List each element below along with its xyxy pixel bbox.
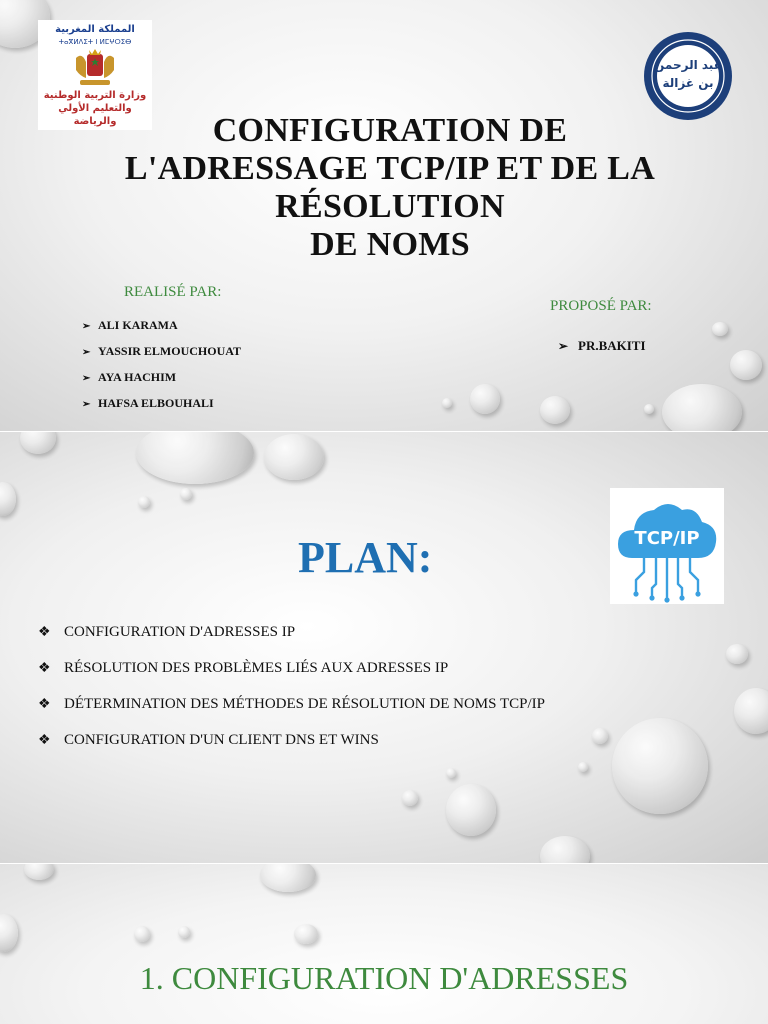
water-drop bbox=[264, 434, 324, 480]
list-item bbox=[38, 618, 545, 654]
water-drop bbox=[402, 790, 418, 806]
list-item bbox=[82, 342, 241, 368]
author-list bbox=[82, 316, 241, 420]
water-drop bbox=[578, 762, 588, 772]
water-drop bbox=[0, 482, 16, 516]
kingdom-name-tifinagh: ⵜⴰⴳⵍⴷⵉⵜ ⵏ ⵍⵎⵖⵔⵉⴱ bbox=[58, 38, 132, 46]
school-name-line: بن غزالة bbox=[662, 76, 714, 90]
water-drop bbox=[612, 718, 708, 814]
plan-item-label: CONFIGURATION D'UN CLIENT DNS ET WINS bbox=[64, 732, 379, 748]
water-drop bbox=[734, 688, 768, 734]
water-drop bbox=[134, 926, 150, 942]
water-drop bbox=[540, 396, 570, 424]
tcp-ip-logo-text: TCP/IP bbox=[634, 528, 700, 549]
water-drop bbox=[260, 864, 316, 892]
kingdom-name-arabic: المملكة المغربية bbox=[55, 24, 135, 35]
author-name: YASSIR ELMOUCHOUAT bbox=[98, 344, 242, 358]
water-drop bbox=[442, 398, 452, 408]
list-item bbox=[38, 654, 545, 690]
author-name: ALI KARAMA bbox=[98, 318, 178, 332]
school-name-line: عبد الرحمن bbox=[654, 58, 722, 72]
water-drop bbox=[20, 432, 56, 454]
title-line: DE NOMS bbox=[310, 226, 470, 263]
water-drop bbox=[178, 926, 190, 938]
water-drop bbox=[470, 384, 500, 414]
water-drop bbox=[138, 496, 150, 508]
school-logo bbox=[634, 30, 742, 122]
title-line: CONFIGURATION DE bbox=[212, 112, 568, 149]
water-drop bbox=[730, 350, 762, 380]
propose-par-label: PROPOSÉ PAR: bbox=[550, 298, 652, 314]
diamond-bullet-icon: ❖ bbox=[38, 733, 51, 748]
author-name: HAFSA ELBOUHALI bbox=[98, 396, 214, 410]
water-drop bbox=[644, 404, 654, 414]
slide-title bbox=[70, 112, 710, 264]
ministry-name-line: وزارة التربية الوطنية bbox=[43, 90, 147, 101]
water-drop bbox=[712, 322, 728, 336]
tcp-ip-logo bbox=[610, 488, 724, 604]
section-slide bbox=[0, 864, 768, 1024]
arrow-bullet-icon: ➢ bbox=[82, 399, 91, 410]
list-item bbox=[38, 726, 545, 762]
title-line: RÉSOLUTION bbox=[275, 188, 505, 225]
coat-of-arms-icon bbox=[72, 48, 118, 88]
ministry-name-line: والرياضة bbox=[73, 116, 117, 127]
plan-item-label: CONFIGURATION D'ADRESSES IP bbox=[64, 624, 296, 640]
list-item bbox=[82, 394, 241, 420]
water-drop bbox=[446, 784, 496, 836]
realise-par-label: REALISÉ PAR: bbox=[124, 284, 222, 300]
water-drop bbox=[592, 728, 608, 744]
water-drop bbox=[540, 836, 590, 864]
water-drop bbox=[726, 644, 748, 664]
diamond-bullet-icon: ❖ bbox=[38, 625, 51, 640]
professor-item bbox=[558, 338, 646, 354]
water-drop bbox=[24, 864, 54, 880]
list-item bbox=[82, 368, 241, 394]
list-item bbox=[82, 316, 241, 342]
arrow-bullet-icon: ➢ bbox=[82, 347, 91, 358]
author-name: AYA HACHIM bbox=[98, 370, 177, 384]
arrow-bullet-icon: ➢ bbox=[558, 339, 569, 353]
plan-slide bbox=[0, 432, 768, 864]
plan-item-label: DÉTERMINATION DES MÉTHODES DE RÉSOLUTION DE NOMS TCP/IP bbox=[64, 696, 545, 712]
water-drop bbox=[180, 488, 192, 500]
diamond-bullet-icon: ❖ bbox=[38, 697, 51, 712]
arrow-bullet-icon: ➢ bbox=[82, 321, 91, 332]
water-drop bbox=[662, 384, 742, 432]
section-title: 1. CONFIGURATION D'ADRESSES bbox=[139, 960, 629, 996]
plan-item-label: RÉSOLUTION DES PROBLÈMES LIÉS AUX ADRESSES IP bbox=[64, 660, 449, 676]
arrow-bullet-icon: ➢ bbox=[82, 373, 91, 384]
title-line: L'ADRESSAGE TCP/IP ET DE LA bbox=[124, 150, 656, 187]
water-drop bbox=[0, 914, 18, 952]
plan-list bbox=[38, 618, 545, 762]
list-item bbox=[38, 690, 545, 726]
title-slide bbox=[0, 0, 768, 432]
water-drop bbox=[294, 924, 318, 944]
plan-title: PLAN: bbox=[298, 533, 433, 582]
diamond-bullet-icon: ❖ bbox=[38, 661, 51, 676]
ministry-name-line: والتعليم الأولي bbox=[58, 103, 132, 114]
water-drop bbox=[136, 432, 254, 484]
water-drop bbox=[446, 768, 456, 778]
professor-name: PR.BAKITI bbox=[578, 338, 646, 353]
